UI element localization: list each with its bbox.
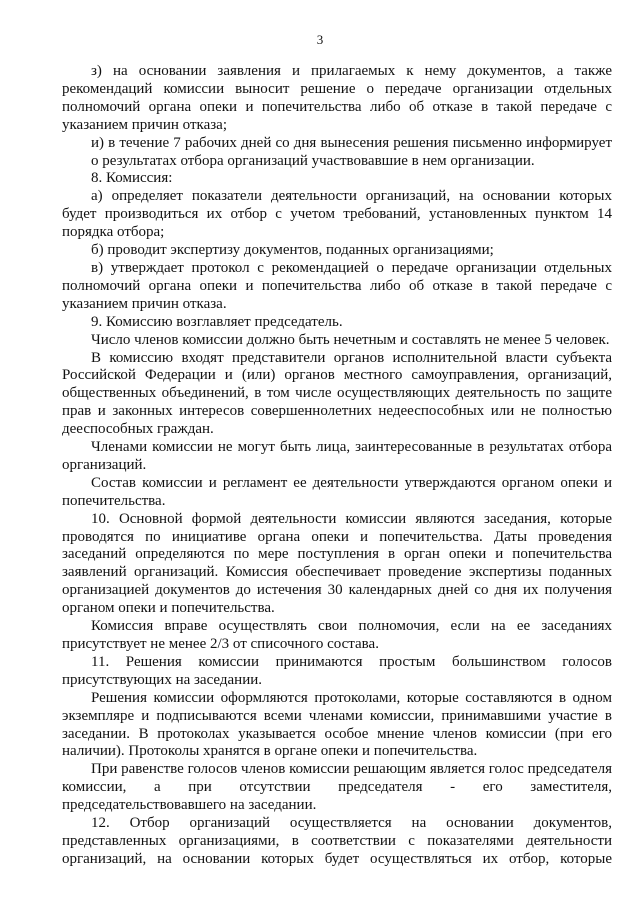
paragraph-item-8-heading: 8. Комиссия: <box>91 170 173 187</box>
paragraph-quorum: Комиссия вправе осуществлять свои полномочия, если на ее заседаниях присутствует не менее 2/3 от списочного состава. <box>62 618 612 652</box>
paragraph-subitem-i: и) в течение 7 рабочих дней со дня вынесения решения письменно информирует о результатах отбора организаций участвовавшие в нем организации. <box>91 134 612 169</box>
paragraph-commission-regulation: Состав комиссии и регламент ее деятельности утверждаются органом опеки и попечительства. <box>62 474 612 509</box>
paragraph-subitem-b: б) проводит экспертизу документов, поданных организациями; <box>91 242 494 259</box>
document-body <box>62 63 612 869</box>
paragraph-tie-vote: При равенстве голосов членов комиссии решающим является голос председателя комиссии, а при отсутствии председателя - его заместителя, председательствовавшего на заседании. <box>62 761 612 814</box>
paragraph-subitem-a: а) определяет показатели деятельности организаций, на основании которых будет производиться их отбор с учетом требований, установленных пунктом 14 порядка отбора; <box>62 188 612 241</box>
paragraph-item-12: 12. Отбор организаций осуществляется на основании документов, представленных организациями, в соответствии с показателями деятельности организаций, на основании которых будет осуществляться их отбор, которые <box>62 815 612 867</box>
paragraph-item-10: 10. Основной формой деятельности комиссии являются заседания, которые проводятся по инициативе органа опеки и попечительства. Даты проведения заседаний определяются по мере поступления в орган опеки и попечительства заявлений организаций. Комиссия обеспечивает проведение экспертизы поданных организацией документов до истечения 30 календарных дней со дня их получения органом опеки и попечительства. <box>62 510 612 617</box>
paragraph-item-9: 9. Комиссию возглавляет председатель. <box>91 313 343 330</box>
paragraph-item-11: 11. Решения комиссии принимаются простым большинством голосов присутствующих на заседании. <box>62 653 612 688</box>
paragraph-subitem-v: в) утверждает протокол с рекомендацией о передаче организации отдельных полномочий органа опеки и попечительства либо об отказе в такой передаче с указанием причин отказа. <box>62 259 612 312</box>
paragraph-protocols: Решения комиссии оформляются протоколами, которые составляются в одном экземпляре и подписываются всеми членами комиссии, принимавшими участие в заседании. В протоколах указывается особое мнение членов комиссии (при его наличии). Протоколы хранятся в органе опеки и попечительства. <box>62 689 612 760</box>
paragraph-subitem-z: з) на основании заявления и прилагаемых к нему документов, а также рекомендаций комиссии выносит решение о передаче организации отдельных полномочий органа опеки и попечительства либо об отказе в такой передаче с указанием причин отказа; <box>62 63 612 133</box>
paragraph-members-restriction: Членами комиссии не могут быть лица, заинтересованные в результатах отбора организаций. <box>62 439 612 473</box>
paragraph-members-count: Число членов комиссии должно быть нечетным и составлять не менее 5 человек. <box>91 331 610 348</box>
page-number: 3 <box>316 32 324 47</box>
paragraph-commission-composition: В комиссию входят представители органов исполнительной власти субъекта Российской Федерации и (или) органов местного самоуправления, организаций, общественных объединений, в том числе осуществляющих деятельность по защите прав и законных интересов совершеннолетних недееспособных или не полностью дееспособных граждан. <box>62 349 612 438</box>
